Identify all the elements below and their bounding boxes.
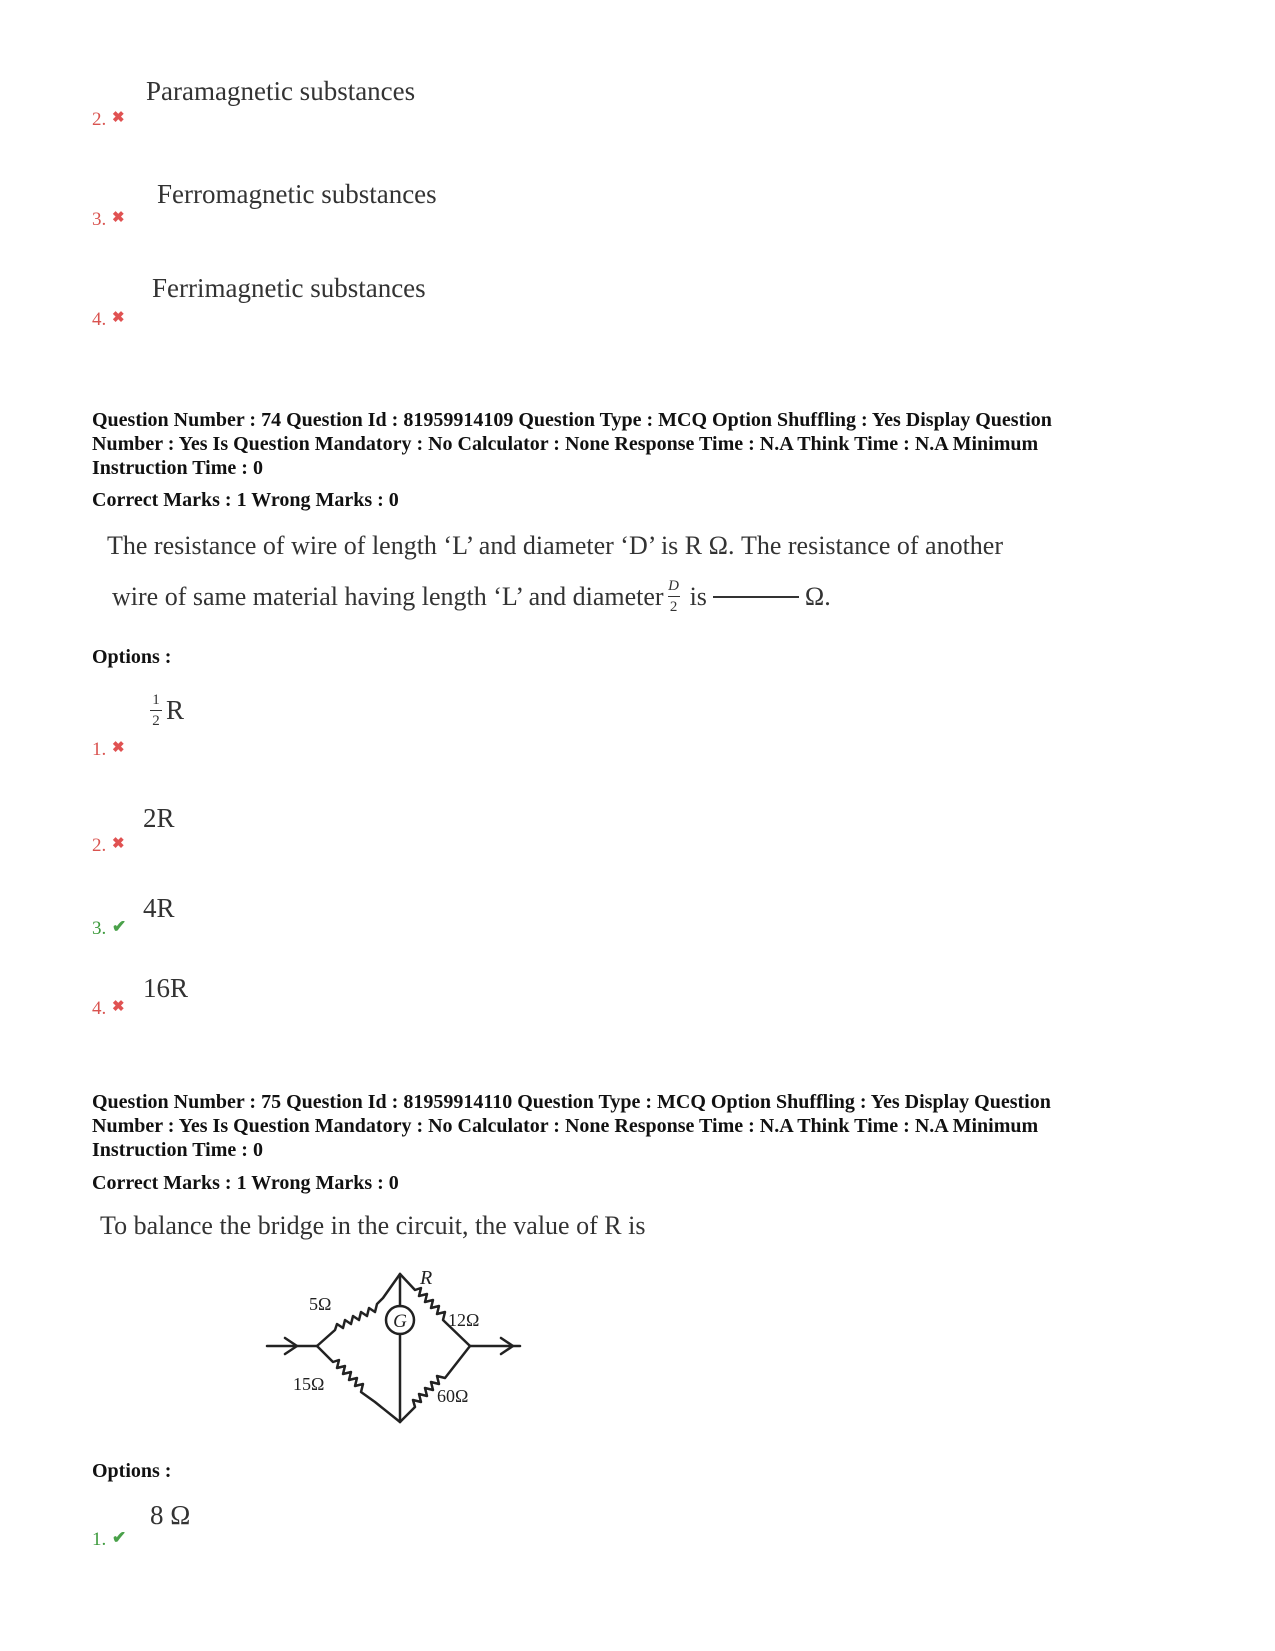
cross-icon: ✖ xyxy=(112,110,125,126)
cross-icon: ✖ xyxy=(112,210,125,226)
question-74-text-line2: wire of same material having length ‘L’ and diameter $\frac{D}{2}$ is Ω. xyxy=(112,578,831,615)
option-3-text: Ferromagnetic substances xyxy=(157,179,437,209)
q75-option-1-marker: 1. ✔ xyxy=(92,1528,127,1550)
q74-option-3-marker: 3. ✔ xyxy=(92,917,127,939)
options-label-75: Options : xyxy=(92,1460,172,1482)
q74-option-3-text: 4R xyxy=(143,893,175,923)
cross-icon: ✖ xyxy=(112,740,125,756)
q74-option-4-text: 16R xyxy=(143,973,189,1003)
question-75-text: To balance the bridge in the circuit, the value of R is xyxy=(100,1211,646,1240)
resistor-15ohm xyxy=(317,1346,400,1422)
option-2-text: Paramagnetic substances xyxy=(146,76,416,106)
label-15ohm: 15Ω xyxy=(293,1374,325,1394)
bridge-circuit-diagram xyxy=(265,1262,530,1452)
q75-option-1-text: 8 Ω xyxy=(150,1500,191,1530)
q74-option-2-text: 2R xyxy=(143,803,175,833)
label-12ohm: 12Ω xyxy=(448,1310,480,1330)
question-74-text-line1: The resistance of wire of length ‘L’ and diameter ‘D’ is R Ω. The resistance of another xyxy=(107,531,1004,560)
options-label: Options : xyxy=(92,646,172,668)
label-5ohm: 5Ω xyxy=(309,1294,332,1314)
option-3-marker: 3. ✖ xyxy=(92,209,125,230)
q74-option-1-text: $\frac{1}{2}$ R xyxy=(150,692,184,729)
question-74-meta: Question Number : 74 Question Id : 81959914109 Question Type : MCQ Option Shuffling : Yes Display Question Number : Yes Is Question Mandatory : No Calculator : None Response Time : N.A Think Time : N.A Minimum Instruction Time : 0 xyxy=(92,409,1052,479)
question-75-meta: Question Number : 75 Question Id : 81959914110 Question Type : MCQ Option Shuffling : Yes Display Question Number : Yes Is Question Mandatory : No Calculator : None Response Time : N.A Think Time : N.A Minimum Instruction Time : 0 xyxy=(92,1091,1051,1161)
option-4-text: Ferrimagnetic substances xyxy=(152,273,426,303)
galvanometer-label: G xyxy=(393,1311,407,1332)
resistor-60ohm xyxy=(400,1346,470,1422)
q74-option-2-marker: 2. ✖ xyxy=(92,835,125,856)
fraction-one-half: $\frac{1}{2}$ xyxy=(150,692,162,729)
question-75-marks: Correct Marks : 1 Wrong Marks : 0 xyxy=(92,1172,399,1194)
q74-option-1-marker: 1. ✖ xyxy=(92,739,125,760)
label-60ohm: 60Ω xyxy=(437,1386,469,1406)
fraction-d-over-2: $\frac{D}{2}$ xyxy=(668,578,679,615)
question-74-marks: Correct Marks : 1 Wrong Marks : 0 xyxy=(92,489,399,511)
check-icon: ✔ xyxy=(112,917,127,936)
cross-icon: ✖ xyxy=(112,999,125,1015)
cross-icon: ✖ xyxy=(112,836,125,852)
answer-blank xyxy=(713,596,799,598)
cross-icon: ✖ xyxy=(112,310,125,326)
option-2-marker: 2. ✖ xyxy=(92,109,125,130)
q74-option-4-marker: 4. ✖ xyxy=(92,998,125,1019)
label-R: R xyxy=(420,1267,433,1289)
check-icon: ✔ xyxy=(112,1528,127,1547)
option-4-marker: 4. ✖ xyxy=(92,309,125,330)
